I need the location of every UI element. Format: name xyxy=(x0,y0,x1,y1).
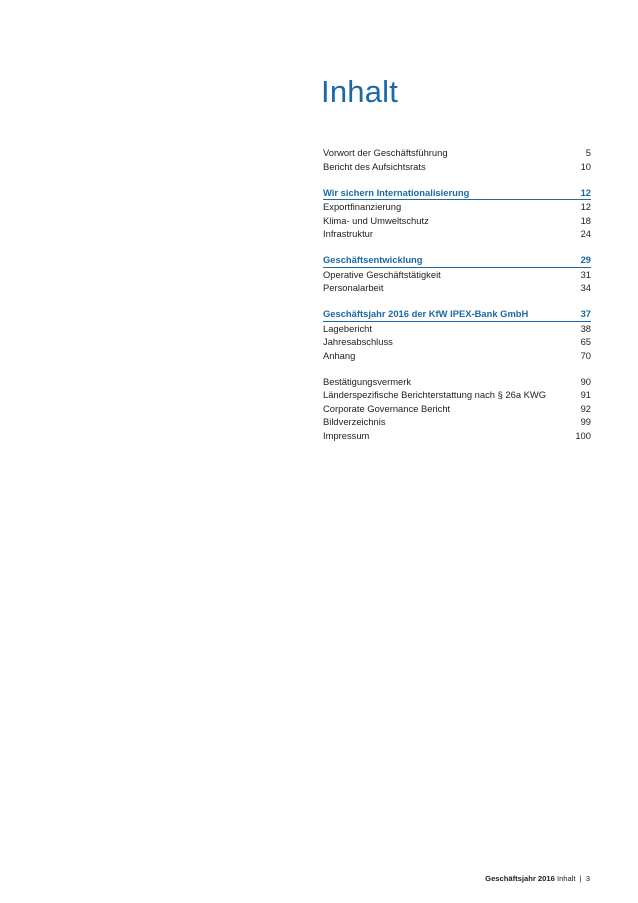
toc-entry-label: Corporate Governance Bericht xyxy=(323,402,451,414)
toc-section-heading-geschaeftsjahr[interactable] xyxy=(323,307,591,322)
toc-entry-klima-umweltschutz[interactable] xyxy=(323,214,591,228)
toc-section-heading-geschaeftsentwicklung[interactable] xyxy=(323,253,591,268)
toc-entry-label: Bericht des Aufsichtsrats xyxy=(323,160,426,172)
toc-entry-bildverzeichnis[interactable] xyxy=(323,415,591,429)
toc-section-heading-internationalisierung[interactable] xyxy=(323,186,591,201)
toc-entry-exportfinanzierung[interactable] xyxy=(323,200,591,214)
toc-entry-page: 70 xyxy=(580,349,591,361)
toc-group-geschaeftsjahr xyxy=(323,307,591,362)
toc-heading-page: 29 xyxy=(580,254,591,265)
toc-entry-label: Jahresabschluss xyxy=(323,336,393,347)
toc-entry-label: Klima- und Umweltschutz xyxy=(323,214,429,226)
toc-entry-page: 99 xyxy=(580,416,591,427)
toc-entry-label: Exportfinanzierung xyxy=(323,201,402,212)
footer-separator: | xyxy=(579,874,582,883)
toc-heading-page: 37 xyxy=(580,308,591,319)
toc-entry-label: Lagebericht xyxy=(323,322,372,334)
toc-entry-label: Infrastruktur xyxy=(323,228,374,239)
toc-entry-page: 31 xyxy=(580,268,591,280)
toc-entry-laenderspezifische-berichterstattung[interactable] xyxy=(323,388,591,402)
toc-entry-lagebericht[interactable] xyxy=(323,322,591,336)
toc-entry-impressum[interactable] xyxy=(323,429,591,443)
toc-entry-bericht-aufsichtsrat[interactable] xyxy=(323,160,591,174)
toc-group-intro xyxy=(323,146,591,173)
toc-entry-page: 92 xyxy=(580,402,591,414)
toc-entry-page: 10 xyxy=(580,160,591,172)
toc-entry-bestaetigungsvermerk[interactable] xyxy=(323,375,591,389)
toc-entry-page: 90 xyxy=(580,375,591,387)
toc-entry-label: Vorwort der Geschäftsführung xyxy=(323,147,448,158)
toc-entry-label: Impressum xyxy=(323,429,370,441)
toc-heading-label: Geschäftsentwicklung xyxy=(323,254,423,265)
toc-entry-page: 5 xyxy=(585,147,591,158)
table-of-contents xyxy=(323,146,591,455)
footer-page-number: 3 xyxy=(585,874,590,883)
toc-entry-anhang[interactable] xyxy=(323,349,591,363)
toc-heading-page: 12 xyxy=(580,186,591,198)
toc-entry-page: 34 xyxy=(580,282,591,293)
toc-heading-label: Wir sichern Internationalisierung xyxy=(323,186,470,198)
toc-entry-operative-geschaeftstaetigkeit[interactable] xyxy=(323,268,591,282)
footer-report-title: Geschäftsjahr 2016 xyxy=(485,874,555,883)
toc-entry-vorwort[interactable] xyxy=(323,146,591,160)
toc-heading-label: Geschäftsjahr 2016 der KfW IPEX-Bank GmbH xyxy=(323,308,529,319)
toc-group-geschaeftsentwicklung xyxy=(323,253,591,295)
toc-entry-label: Anhang xyxy=(323,349,356,361)
toc-entry-label: Operative Geschäftstätigkeit xyxy=(323,268,441,280)
toc-entry-label: Bestätigungsvermerk xyxy=(323,375,412,387)
toc-entry-page: 12 xyxy=(580,201,591,212)
toc-group-appendix xyxy=(323,375,591,443)
toc-entry-label: Länderspezifische Berichterstattung nach § 26a KWG xyxy=(323,389,547,400)
toc-entry-page: 18 xyxy=(580,214,591,226)
footer-section-name: Inhalt xyxy=(556,874,576,883)
toc-entry-page: 24 xyxy=(580,228,591,239)
toc-entry-corporate-governance[interactable] xyxy=(323,402,591,416)
page-title: Inhalt xyxy=(321,74,399,109)
toc-entry-personalarbeit[interactable] xyxy=(323,281,591,295)
toc-entry-page: 65 xyxy=(580,336,591,347)
toc-group-internationalisierung xyxy=(323,186,591,241)
toc-entry-infrastruktur[interactable] xyxy=(323,227,591,241)
toc-entry-page: 91 xyxy=(580,389,591,400)
toc-entry-label: Bildverzeichnis xyxy=(323,416,386,427)
toc-entry-label: Personalarbeit xyxy=(323,282,384,293)
toc-entry-page: 100 xyxy=(575,429,591,441)
toc-entry-page: 38 xyxy=(580,322,591,334)
page-footer xyxy=(485,874,590,883)
toc-entry-jahresabschluss[interactable] xyxy=(323,335,591,349)
